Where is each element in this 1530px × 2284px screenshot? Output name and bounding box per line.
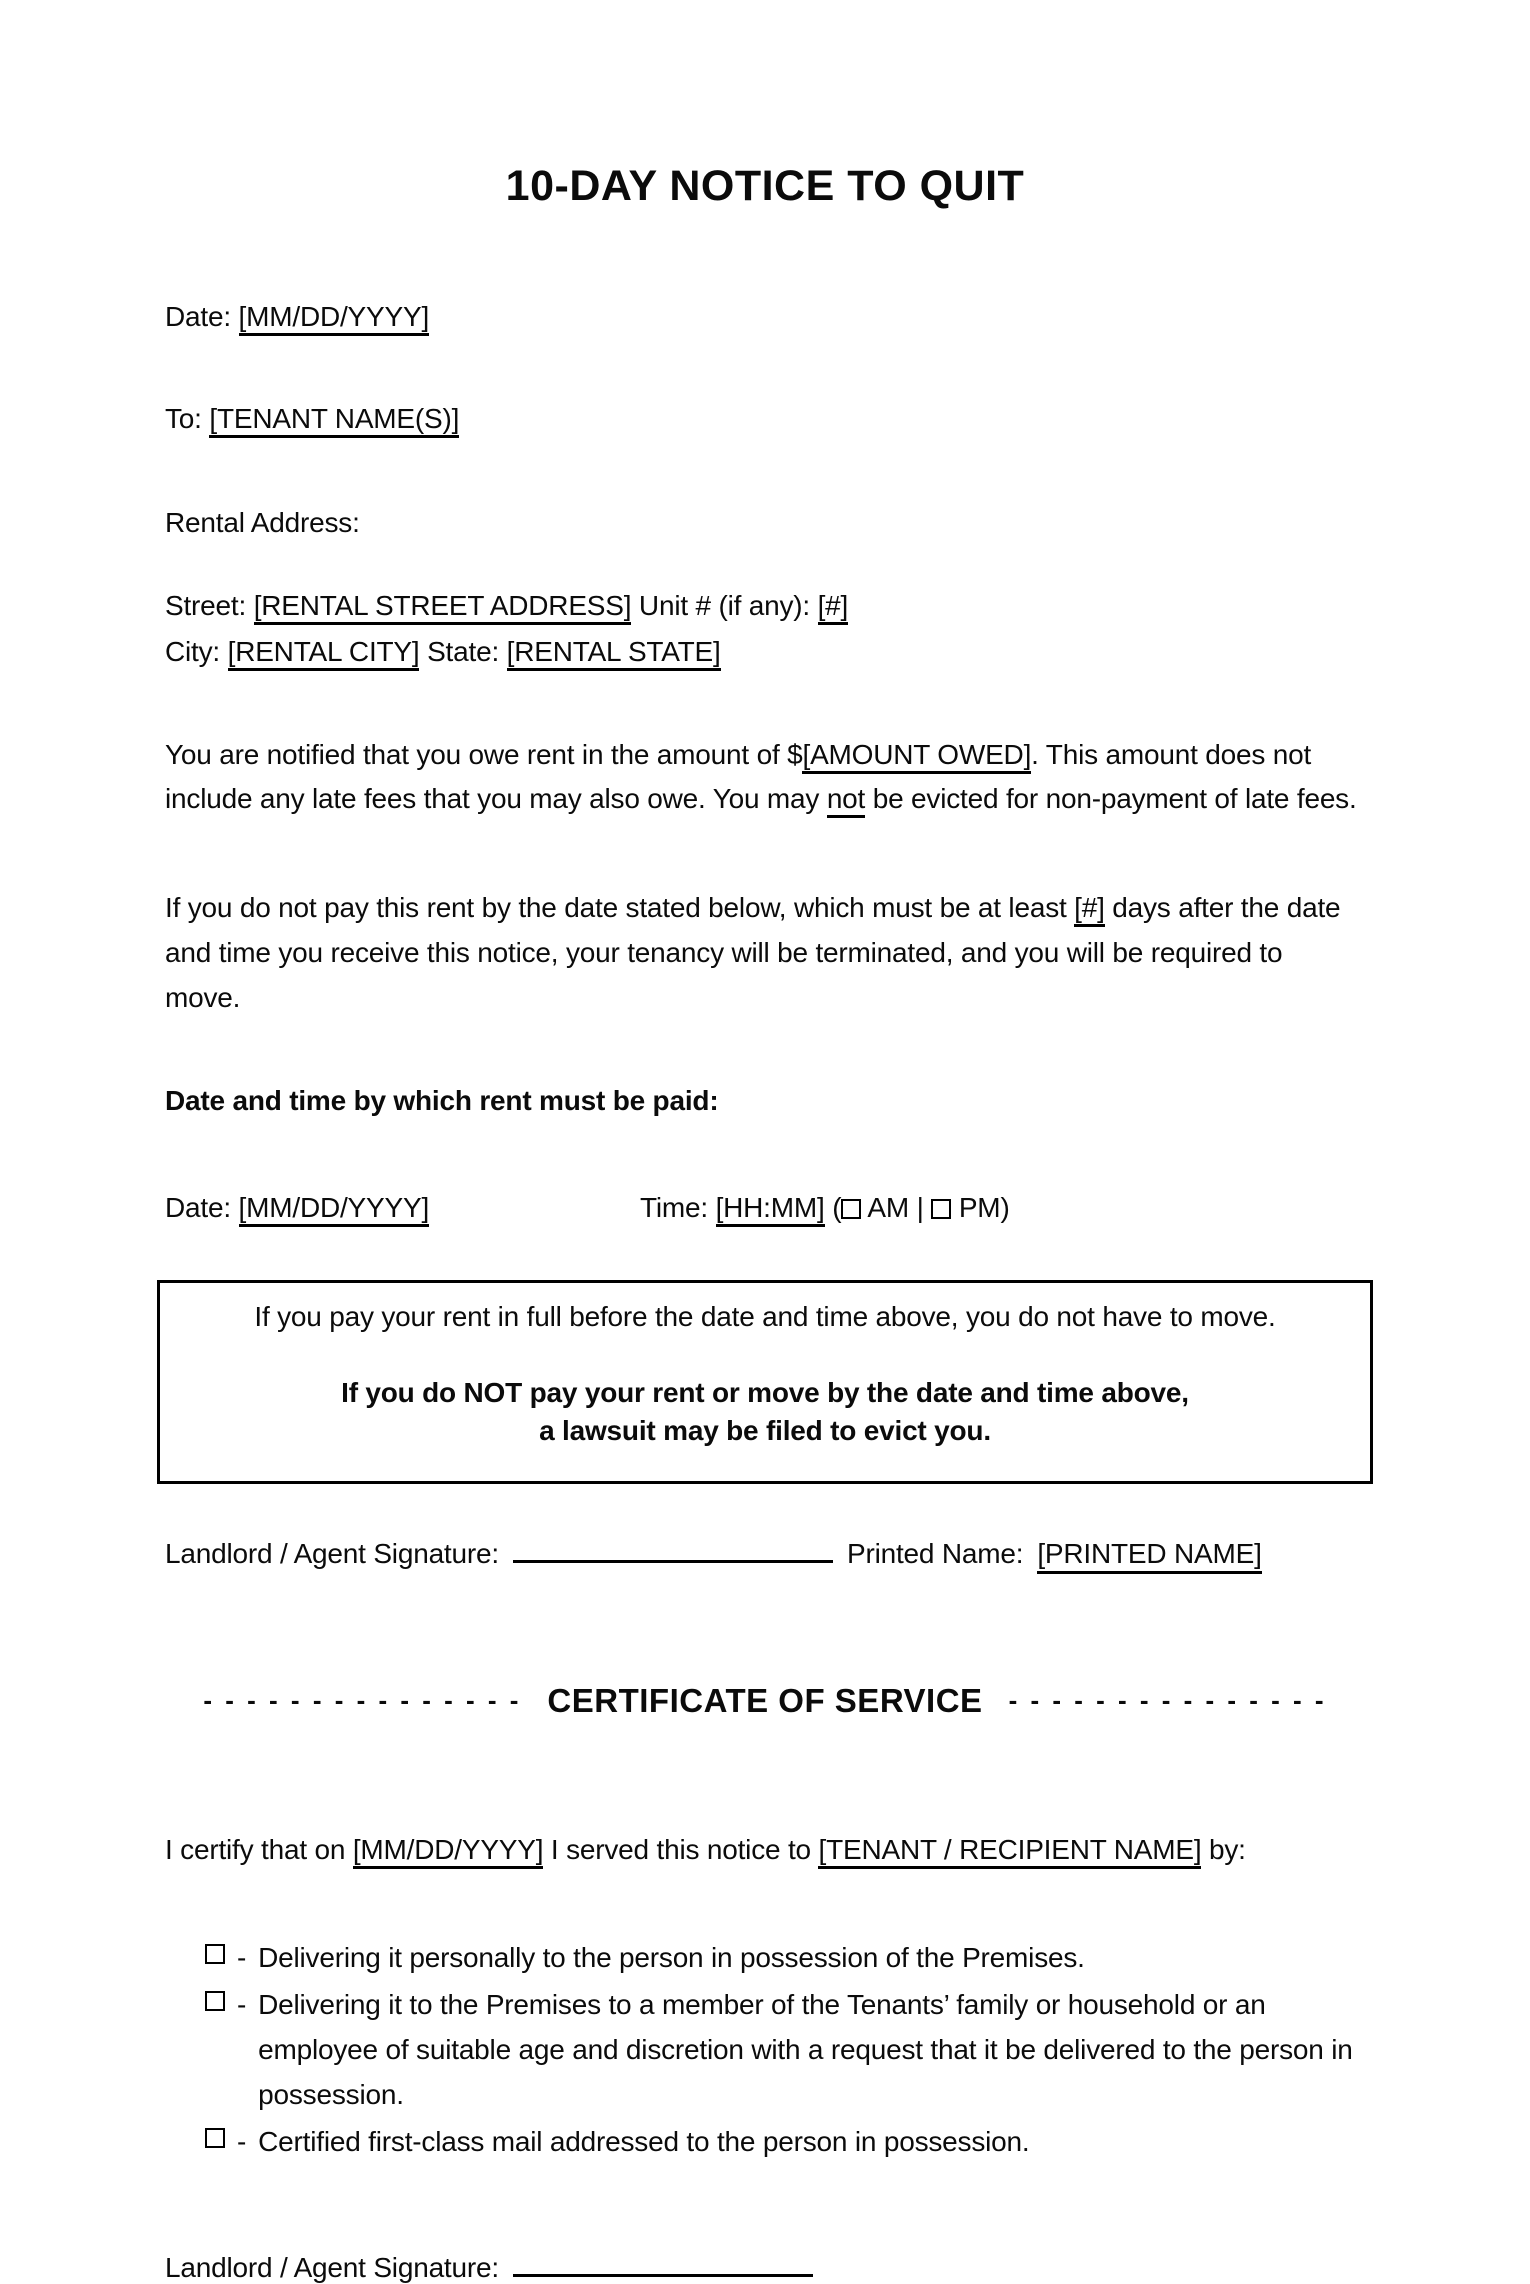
deadline-date [165,1192,640,1224]
owe-text-1: You are notified that you owe rent in the amount of $ [165,738,803,770]
certify-text-1: I certify that on [165,1833,353,1865]
household-delivery-checkbox[interactable] [205,1991,225,2011]
certificate-signature-row [165,2246,1365,2284]
unit-field[interactable]: [#] [818,590,849,625]
certify-text-2: I served this notice to [543,1833,819,1865]
dashes-left: - - - - - - - - - - - - - - - [203,1685,522,1716]
method-dash: - [237,1942,247,1974]
pay-text-1: If you do not pay this rent by the date stated below, which must be at least [165,892,1075,924]
certify-text-3: by: [1201,1833,1246,1865]
unit-label: Unit # (if any): [638,590,810,621]
date-field[interactable]: [MM/DD/YYYY] [239,301,430,336]
printed-name-field[interactable]: [PRINTED NAME] [1037,1538,1261,1574]
owe-text-3: be evicted for non-payment of late fees. [865,783,1357,815]
date-label: Date: [165,301,231,332]
ampm-pipe: | [916,1191,924,1223]
method-text: Delivering it to the Premises to a member of the Tenants’ family or household or an employee of suitable age and discretion with a request that it be delivered to the person in possession. [258,1989,1353,2110]
method-text: Delivering it personally to the person in possession of the Premises. [258,1942,1085,1974]
pay-deadline-paragraph [165,886,1365,1020]
ampm-close-paren: ) [1000,1191,1010,1223]
landlord-signature-blank[interactable] [513,1532,833,1563]
days-field[interactable]: [#] [1074,892,1105,927]
service-method-list [165,1936,1365,2164]
printed-name-label: Printed Name: [846,1537,1024,1569]
certificate-title: CERTIFICATE OF SERVICE [547,1681,983,1719]
certify-date-field[interactable]: [MM/DD/YYYY] [353,1834,544,1869]
am-label: AM [867,1191,909,1223]
pm-label: PM [958,1191,1001,1223]
am-checkbox[interactable] [841,1199,861,1219]
to-line [165,403,1365,435]
deadline-time-label: Time: [640,1191,708,1223]
amount-owed-field[interactable]: [AMOUNT OWED] [802,739,1031,774]
date-line [165,301,1365,333]
dashes-right: - - - - - - - - - - - - - - - [1008,1685,1327,1716]
service-method-personal [205,1936,1365,1981]
certificate-of-service-header [165,1682,1365,1720]
rental-address-heading: Rental Address: [165,507,360,538]
method-dash: - [237,1989,247,2021]
method-text: Certified first-class mail addressed to the person in possession. [258,2125,1030,2157]
state-label: State: [427,635,500,667]
deadline-time-field[interactable]: [HH:MM] [716,1192,825,1227]
notice-box-line2: If you do NOT pay your rent or move by the date and time above, [341,1376,1189,1408]
amount-owed-paragraph [165,733,1365,823]
deadline-date-field[interactable]: [MM/DD/YYYY] [239,1192,430,1227]
city-state-line [165,633,1365,671]
owe-not-emphasis: not [827,783,865,818]
certified-mail-checkbox[interactable] [205,2128,225,2148]
street-field[interactable]: [RENTAL STREET ADDRESS] [254,590,632,625]
page-title: 10-DAY NOTICE TO QUIT [505,162,1025,210]
deadline-heading: Date and time by which rent must be paid: [165,1084,719,1116]
street-label: Street: [165,590,247,621]
service-method-mail [205,2120,1365,2165]
city-field[interactable]: [RENTAL CITY] [228,636,420,671]
certify-recipient-field[interactable]: [TENANT / RECIPIENT NAME] [818,1834,1201,1869]
tenant-name-field[interactable]: [TENANT NAME(S)] [209,403,459,438]
deadline-date-label: Date: [165,1191,231,1223]
ampm-open-paren: ( [832,1191,842,1223]
notice-box-line3: a lawsuit may be filed to evict you. [539,1414,991,1446]
notice-box [157,1280,1373,1484]
landlord-signature-row [165,1532,1365,1574]
pay-text-2: days after the date and time you receive this notice, your tenancy will be terminated, and you will be required to move. [165,892,1341,1013]
service-method-household [205,1983,1365,2117]
deadline-time [640,1192,1010,1224]
deadline-row [165,1192,1365,1224]
to-label: To: [165,403,202,434]
pm-checkbox[interactable] [931,1199,951,1219]
city-label: City: [165,635,221,667]
method-dash: - [237,2125,247,2157]
owe-text-2: . This amount does not include any late fees that you may also owe. You may [165,738,1312,815]
state-field[interactable]: [RENTAL STATE] [507,636,721,671]
personal-delivery-checkbox[interactable] [205,1944,225,1964]
certify-line [165,1828,1365,1873]
certificate-signature-blank[interactable] [513,2246,813,2277]
certificate-signature-label: Landlord / Agent Signature: [165,2252,499,2284]
street-line [165,587,1365,625]
notice-box-line1: If you pay your rent in full before the date and time above, you do not have to move. [254,1300,1276,1332]
landlord-signature-label: Landlord / Agent Signature: [165,1537,499,1569]
